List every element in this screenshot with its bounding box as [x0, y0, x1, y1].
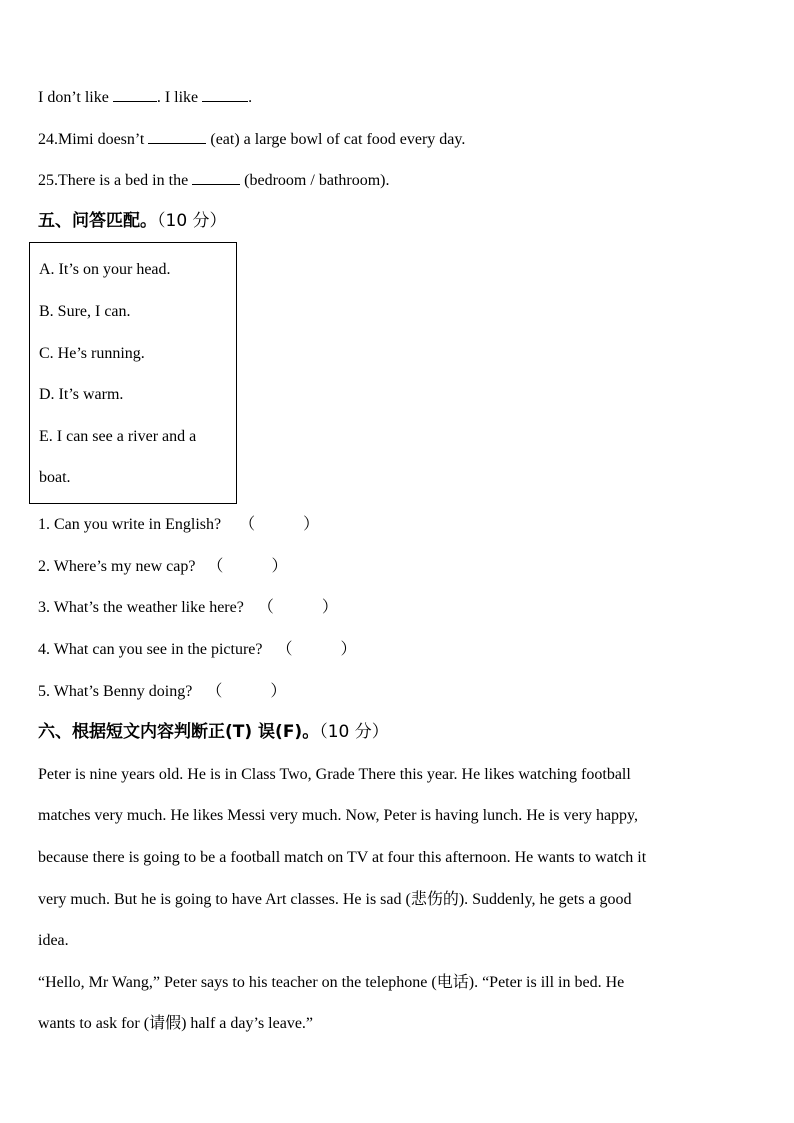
question-5 [38, 682, 286, 702]
answer-paren-close: ） [321, 599, 338, 616]
option-d: D. It’s warm. [39, 386, 124, 403]
option-c: C. He’s running. [39, 345, 145, 362]
line23-part1: I don’t like [38, 89, 113, 106]
fill-blank-line-24 [38, 129, 465, 150]
option-a: A. It’s on your head. [39, 261, 171, 278]
line25-number: 25. [38, 172, 58, 189]
line24-number: 24. [38, 131, 58, 148]
section-6-heading [38, 721, 389, 743]
answer-paren-close: ） [271, 558, 288, 575]
answer-paren-close: ） [340, 641, 357, 658]
answer-blank[interactable] [192, 170, 240, 185]
question-3 [38, 598, 338, 618]
answer-paren-open[interactable]: （ [239, 516, 256, 533]
passage-line-5: idea. [38, 932, 69, 949]
passage-line-3: because there is going to be a football match on TV at four this afternoon. He wants to watch it [38, 849, 647, 866]
answer-blank[interactable] [113, 87, 157, 102]
section-5-heading [38, 210, 227, 232]
passage-line-2: matches very much. He likes Messi very much. Now, Peter is having lunch. He is very happy, [38, 807, 639, 824]
section-6-title: 六、根据短文内容判断正(T) 误(F)。 [38, 722, 320, 742]
option-e: E. I can see a river and a [39, 428, 197, 445]
section-5-score: （10 分） [157, 211, 227, 231]
line24-part1: Mimi doesn’t [58, 131, 149, 148]
passage-line-7: wants to ask for (请假) half a day’s leave.” [38, 1015, 314, 1032]
question-text: 4. What can you see in the picture? [38, 641, 263, 658]
answer-paren-open[interactable]: （ [276, 641, 293, 658]
line23-part2: . I like [156, 89, 203, 106]
passage-line-6: “Hello, Mr Wang,” Peter says to his teacher on the telephone (电话). “Peter is ill in bed. He [38, 974, 625, 991]
line23-part3: . [248, 89, 253, 106]
section-5-title: 五、问答匹配。 [38, 211, 157, 231]
passage-line-4: very much. But he is going to have Art classes. He is sad (悲伤的). Suddenly, he gets a good [38, 891, 632, 908]
fill-blank-line-23 [38, 87, 252, 108]
question-text: 1. Can you write in English? [38, 516, 222, 533]
answer-paren-close: ） [270, 683, 287, 700]
question-text: 2. Where’s my new cap? [38, 558, 196, 575]
option-b: B. Sure, I can. [39, 303, 131, 320]
line25-part1: There is a bed in the [58, 172, 193, 189]
question-2 [38, 557, 287, 577]
answer-paren-open[interactable]: （ [207, 558, 224, 575]
answer-paren-open[interactable]: （ [257, 599, 274, 616]
line24-part2: (eat) a large bowl of cat food every day. [206, 131, 466, 148]
answer-paren-open[interactable]: （ [206, 683, 223, 700]
question-text: 3. What’s the weather like here? [38, 599, 244, 616]
question-1 [38, 515, 319, 535]
section-6-score: （10 分） [319, 722, 389, 742]
fill-blank-line-25 [38, 170, 389, 191]
passage-line-1: Peter is nine years old. He is in Class Two, Grade There this year. He likes watching football [38, 766, 631, 783]
question-4 [38, 640, 357, 660]
answer-blank[interactable] [148, 129, 206, 144]
options-box [29, 242, 237, 504]
question-text: 5. What’s Benny doing? [38, 683, 193, 700]
line25-part2: (bedroom / bathroom). [240, 172, 390, 189]
answer-blank[interactable] [202, 87, 248, 102]
answer-paren-close: ） [303, 516, 320, 533]
option-e-continued: boat. [39, 469, 71, 486]
